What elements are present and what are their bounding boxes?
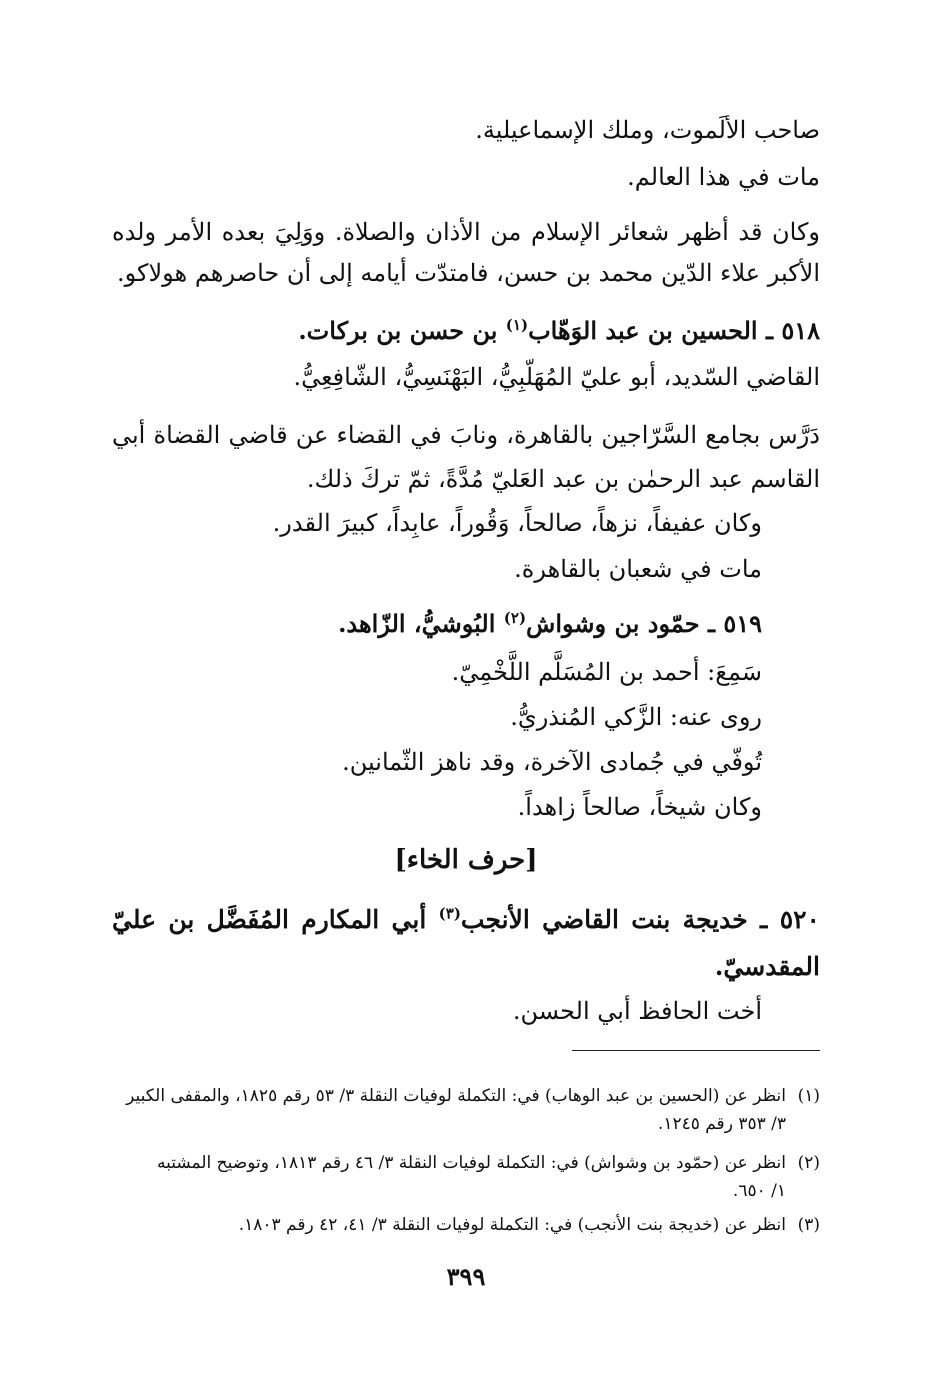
section-heading: [حرف الخاء] <box>394 845 538 875</box>
entry-name: الحسين بن عبد الوَهّاب <box>528 316 758 345</box>
text-line: روى عنه: الزَّكي المُنذريُّ. <box>510 703 762 731</box>
text-line: صاحب الألَموت، وملك الإسماعيلية. <box>475 116 820 144</box>
footnote-text: انظر عن (الحسين بن عبد الوهاب) في: التكملة لوفيات النقلة ٣/ ٥٣ رقم ١٨٢٥، والمقفى الكبير <box>126 1086 786 1106</box>
text-line: الأكبر علاء الدّين محمد بن حسن، فامتدّت أيامه إلى أن حاصرهم هولاكو. <box>117 259 820 287</box>
footnote-1-cont: ٣/ ٣٥٣ رقم ١٢٤٥. <box>657 1114 786 1134</box>
text-line: وكان عفيفاً، نزهاً، صالحاً، وَقُوراً، عابِداً، كبيرَ القدر. <box>272 509 762 537</box>
footnote-3 <box>112 1212 820 1239</box>
text-line: تُوفّي في جُمادى الآخرة، وقد ناهز الثّمانين. <box>342 748 762 776</box>
footnote-text: انظر عن (خديجة بنت الأنجب) في: التكملة لوفيات النقلة ٣/ ٤١، ٤٢ رقم ١٨٠٣. <box>238 1215 786 1235</box>
footnote-1 <box>112 1083 820 1110</box>
entry-name: حمّود بن وشواش <box>526 609 700 638</box>
footnote-separator <box>572 1050 820 1051</box>
entry-name: ٥٢٠ ـ خديجة بنت القاضي الأنجب <box>460 905 820 934</box>
footnote-ref: (١) <box>505 316 529 334</box>
text-line: القاضي السّديد، أبو عليّ المُهَلّبِيُّ، البَهْنَسِيُّ، الشّافِعِيُّ. <box>293 363 820 391</box>
entry-name-rest: أبي المكارم المُفَضَّل بن عليّ <box>112 905 427 934</box>
text-line: القاسم عبد الرحمٰن بن عبد العَليّ مُدَّةً، ثمّ تركَ ذلك. <box>306 465 820 493</box>
footnote-2-cont: ١/ ٦٥٠. <box>732 1181 786 1201</box>
footnote-2 <box>112 1150 820 1177</box>
entry-number: ٥١٩ ـ <box>707 609 762 638</box>
entry-520-heading <box>112 903 820 937</box>
text-line: أخت الحافظ أبي الحسن. <box>512 997 762 1025</box>
text-line: مات في شعبان بالقاهرة. <box>514 555 762 583</box>
page-number: ٣٩٩ <box>446 1262 486 1291</box>
entry-name-rest: بن حسن بن بركات. <box>298 316 498 345</box>
text-line: مات في هذا العالم. <box>627 163 820 191</box>
text-line: دَرَّس بجامع السَّرّاجين بالقاهرة، ونابَ في القضاء عن قاضي القضاة أبي <box>112 421 820 449</box>
footnote-ref: (٢) <box>503 609 527 627</box>
entry-518-heading <box>298 314 820 348</box>
entry-519-heading <box>338 607 762 641</box>
entry-520-heading-cont: المقدسيّ. <box>714 952 820 981</box>
footnote-text: انظر عن (حمّود بن وشواش) في: التكملة لوفيات النقلة ٣/ ٤٦ رقم ١٨١٣، وتوضيح المشتبه <box>156 1153 786 1173</box>
text-line: سَمِعَ: أحمد بن المُسَلَّم اللَّخْمِيّ. <box>451 658 762 686</box>
text-line: وكان قد أظهر شعائر الإسلام من الأذان والصلاة. ووَلِيَ بعده الأمر ولده <box>112 218 820 246</box>
footnote-number: (٣) <box>797 1215 820 1235</box>
entry-number: ٥١٨ ـ <box>765 316 820 345</box>
entry-name-rest: البُوشيُّ، الزّاهد. <box>338 609 496 638</box>
footnote-number: (١) <box>797 1086 820 1106</box>
text-line: وكان شيخاً، صالحاً زاهداً. <box>517 793 762 821</box>
footnote-number: (٢) <box>797 1153 820 1173</box>
footnote-ref: (٣) <box>438 904 461 923</box>
